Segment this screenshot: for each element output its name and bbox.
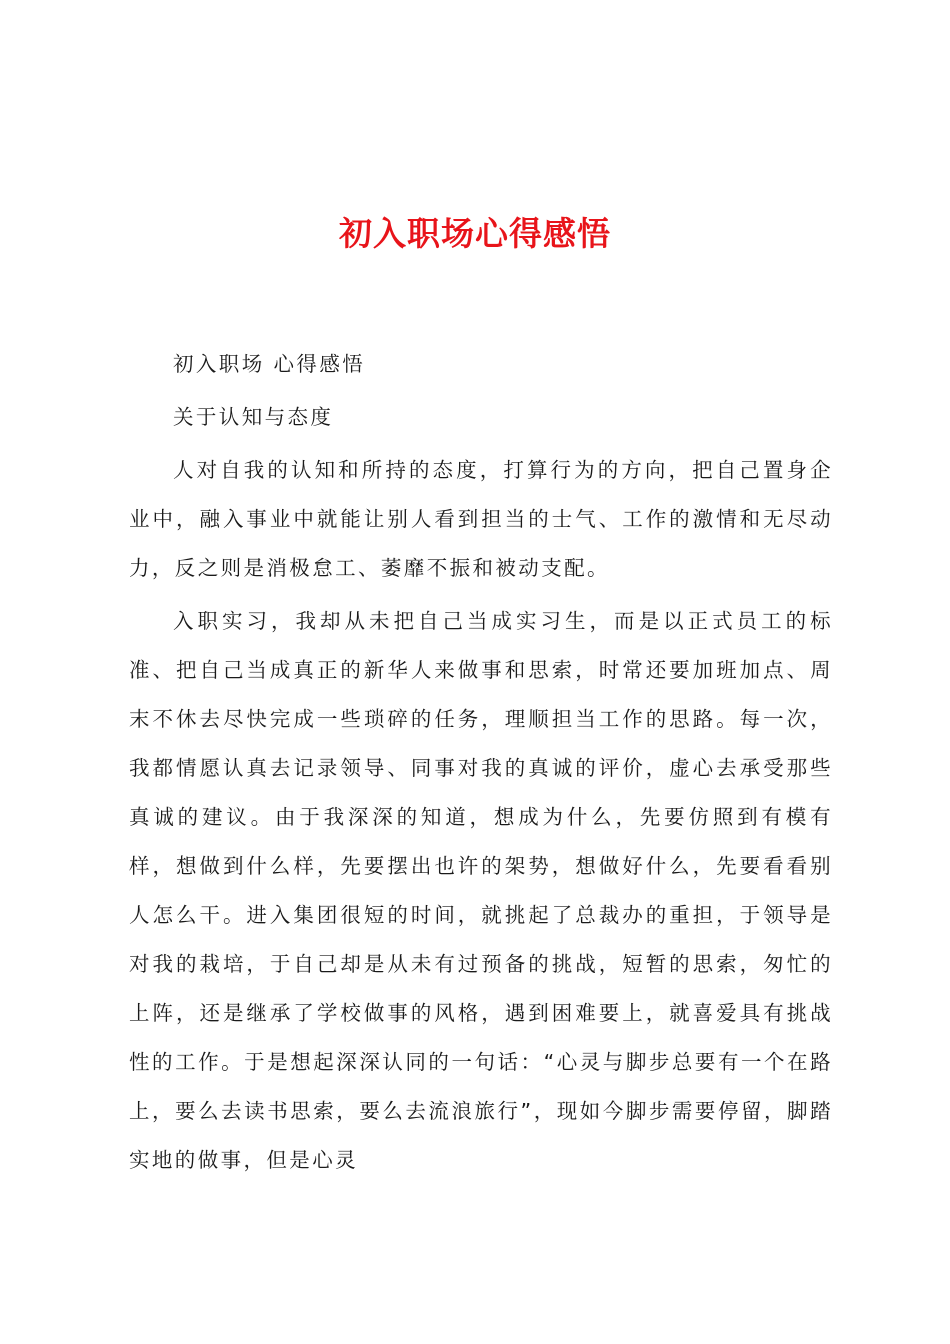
document-body (129, 340, 833, 1189)
paragraph-subtitle: 初入职场 心得感悟 (173, 352, 366, 376)
paragraph-main: 入职实习，我却从未把自己当成实习生，而是以正式员工的标准、把自己当成真正的新华人来做事和思索，时常还要加班加点、周末不休去尽快完成一些琐碎的任务，理顺担当工作的思路。每一次，我都情愿认真去记录领导、同事对我的真诚的评价，虚心去承受那些真诚的建议。由于我深深的知道，想成为什么，先要仿照到有模有样，想做到什么样，先要摆出也许的架势，想做好什么，先要看看别人怎么干。进入集团很短的时间，就挑起了总裁办的重担，于领导是对我的栽培，于自己却是从未有过预备的挑战，短暂的思索，匆忙的上阵，还是继承了学校做事的风格，遇到困难要上，就喜爱具有挑战性的工作。于是想起深深认同的一句话：“心灵与脚步总要有一个在路上，要么去读书思索，要么去流浪旅行”，现如今脚步需要停留，脚踏实地的做事，但是心灵 (129, 609, 833, 1172)
paragraph-intro: 人对自我的认知和所持的态度，打算行为的方向，把自己置身企业中，融入事业中就能让别人看到担当的士气、工作的激情和无尽动力，反之则是消极怠工、萎靡不振和被动支配。 (129, 458, 833, 580)
document-title: 初入职场心得感悟 (339, 214, 611, 253)
paragraph-section-heading: 关于认知与态度 (173, 405, 334, 429)
